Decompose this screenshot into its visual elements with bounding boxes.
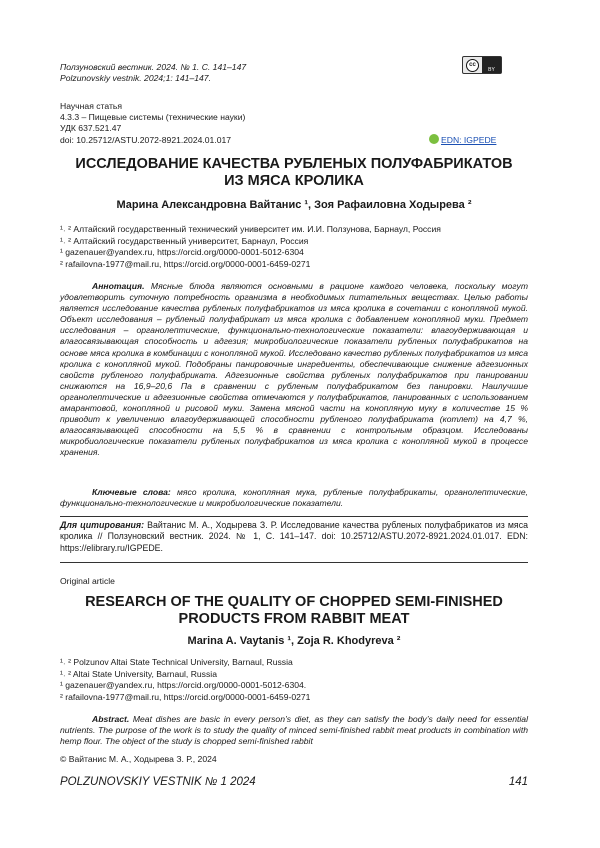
copyright-line: © Вайтанис М. А., Ходырева З. Р., 2024 bbox=[60, 754, 217, 764]
article-type-ru: Научная статья bbox=[60, 101, 123, 111]
email-en-2: ² rafailovna-1977@mail.ru, https://orcid.org/0000-0001-6459-0271 bbox=[60, 691, 311, 702]
journal-citation-block bbox=[60, 62, 440, 84]
footer-journal: POLZUNOVSKIY VESTNIK № 1 2024 bbox=[60, 776, 256, 788]
citation-label: Для цитирования: bbox=[60, 520, 144, 530]
affiliation-ru-2: ¹˒ ² Алтайский государственный университет, Барнаул, Россия bbox=[60, 235, 309, 246]
divider-top bbox=[60, 516, 528, 517]
authors-en: Marina A. Vaytanis ¹, Zoja R. Khodyreva ² bbox=[187, 635, 401, 647]
affiliation-ru-1: ¹˒ ² Алтайский государственный технический университет им. И.И. Ползунова, Барнаул, Россия bbox=[60, 224, 441, 234]
edn-icon bbox=[429, 134, 439, 144]
page-number: 141 bbox=[508, 776, 528, 788]
citation-text: Вайтанис М. А., Ходырева З. Р. Исследование качества рубленых полуфабрикатов из мяса кролика // Ползуновский вестник. 2024. № 1, С. 141–147. doi: 10.25712/ASTU.2072-8921.2024.01.017. EDN: https://elibrary.ru/IGPEDE. bbox=[60, 520, 528, 553]
affiliation-en-2: ¹˒ ² Altai State University, Barnaul, Russia bbox=[60, 668, 217, 679]
keywords-ru-text: мясо кролика, конопляная мука, рубленые полуфабрикаты, органолептические, функционально-технологические и микробиологические показатели. bbox=[60, 487, 528, 509]
journal-en: Polzunovskiy vestnik. 2024;1: 141–147. bbox=[60, 73, 211, 83]
udk-code: УДК 637.521.47 bbox=[60, 123, 122, 133]
abstract-ru-text: Мясные блюда являются основными в рационе каждого человека, поскольку могут удовлетворить суточную потребность организма в необходимых питательных веществах. Целью работы является исследование качества рубленых полуфабрикатов из мяса кролика в сочетании с конопляной мукой. Объект исследования – рубленый полуфабрикат из мяса кролика с добавлением конопляной муки. Предмет исследования – органолептические, функционально-технологические показатели: влагоудерживающая и влагосвязывающая способность и адгезия; микробиологические показатели рубленых полуфабрикатов на основе мяса кролика в комбинации с конопляной мукой. Исследовано качество рубленых полуфабрикатов из мяса кролика с конопляной мукой. Подобраны панировочные ингредиенты, обеспечивающие снижение адгезионных свойств рубленого полуфабриката. Адгезионные свойства рубленых полуфабрикатов при панировании снижаются на 16,9–20,6 Па в сравнении с рубленым полуфабрикатом без панировки. Наилучшие органолептические и адгезионные свойства отмечаются у полуфабрикатов, панированных с использованием амарантовой, конопляной и рисовой муки. Замена мясной части на конопляную муку в количестве 15 % приводит к увеличению влагоудерживающей способности рубленого полуфабриката (котлет) на 4,7 %, влагосвязывающей способности на 5,5 % в сравнении с контрольным образцом. Исследованы микробиологические показатели рубленых полуфабрикатов из мяса кролика с конопляной мукой в процессе хранения. bbox=[60, 281, 528, 458]
abstract-ru bbox=[60, 281, 528, 459]
affiliations-en bbox=[60, 657, 528, 703]
abstract-en-text: Meat dishes are basic in every person’s diet, as they can satisfy the body’s daily need for essential nutrients. The purpose of the work is to study the quality of minced semi-finished rabbit meat products in combination with hemp flour. The object of the study is chopped semi-finished rabbit bbox=[60, 714, 528, 747]
email-ru-2: ² rafailovna-1977@mail.ru, https://orcid.org/0000-0001-6459-0271 bbox=[60, 258, 311, 269]
abstract-ru-label: Аннотация. bbox=[92, 281, 145, 291]
abstract-en-label: Abstract. bbox=[92, 714, 130, 724]
article-title-ru bbox=[60, 156, 528, 190]
title-ru-line1: ИССЛЕДОВАНИЕ КАЧЕСТВА РУБЛЕНЫХ ПОЛУФАБРИКАТОВ bbox=[75, 156, 513, 172]
edn-link[interactable] bbox=[429, 134, 496, 146]
cc-by-icon[interactable] bbox=[462, 56, 502, 74]
doi: doi: 10.25712/ASTU.2072-8921.2024.01.017 bbox=[60, 135, 232, 145]
edn-label[interactable]: EDN: IGPEDE bbox=[441, 135, 497, 145]
affiliation-en-1: ¹˒ ² Polzunov Altai State Technical University, Barnaul, Russia bbox=[60, 657, 293, 667]
by-badge-icon: BY bbox=[482, 57, 501, 73]
affiliations-ru bbox=[60, 224, 528, 270]
cc-logo-icon: cc bbox=[466, 59, 479, 72]
article-title-en bbox=[60, 594, 528, 628]
divider-bottom bbox=[60, 562, 528, 563]
keywords-ru bbox=[60, 487, 528, 509]
keywords-ru-label: Ключевые слова: bbox=[92, 487, 171, 497]
title-en-line2: PRODUCTS FROM RABBIT MEAT bbox=[178, 611, 410, 627]
article-type-en: Original article bbox=[60, 576, 115, 586]
speciality-code: 4.3.3 – Пищевые системы (технические науки) bbox=[60, 112, 246, 122]
article-meta bbox=[60, 101, 440, 146]
abstract-en bbox=[60, 714, 528, 747]
title-en-line1: RESEARCH OF THE QUALITY OF CHOPPED SEMI-FINISHED bbox=[85, 594, 503, 610]
citation-block bbox=[60, 520, 528, 554]
title-ru-line2: ИЗ МЯСА КРОЛИКА bbox=[224, 173, 364, 189]
email-ru-1: ¹ gazenauer@yandex.ru, https://orcid.org/0000-0001-5012-6304 bbox=[60, 247, 304, 257]
journal-ru: Ползуновский вестник. 2024. № 1. С. 141–147 bbox=[60, 62, 247, 72]
email-en-1: ¹ gazenauer@yandex.ru, https://orcid.org/0000-0001-5012-6304. bbox=[60, 680, 307, 690]
authors-ru: Марина Александровна Вайтанис ¹, Зоя Рафаиловна Ходырева ² bbox=[116, 199, 472, 211]
